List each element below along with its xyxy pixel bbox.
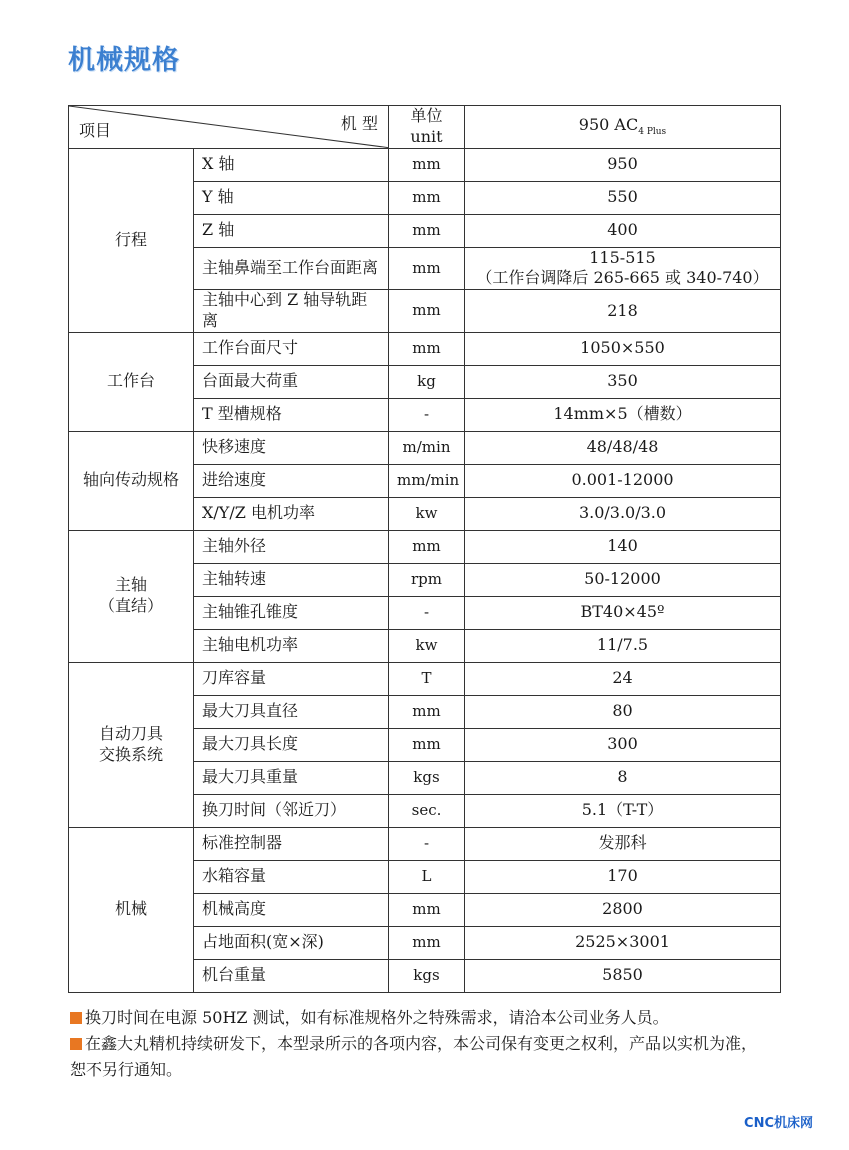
category-label: 主轴 xyxy=(114,575,147,595)
item-cell: Z 轴 xyxy=(194,214,389,247)
value-cell xyxy=(465,794,781,827)
page-title: 机械规格 xyxy=(68,45,180,76)
item-cell: 机台重量 xyxy=(194,959,389,992)
value-line: 350 xyxy=(607,371,638,391)
value-cell xyxy=(465,959,781,992)
item-cell: T 型槽规格 xyxy=(194,398,389,431)
unit-cell: T xyxy=(389,662,465,695)
item-cell: 最大刀具直径 xyxy=(194,695,389,728)
item-cell: 最大刀具重量 xyxy=(194,761,389,794)
item-cell: 快移速度 xyxy=(194,431,389,464)
item-cell: 水箱容量 xyxy=(194,860,389,893)
value-line: 14mm×5（槽数） xyxy=(553,404,692,424)
value-cell xyxy=(465,728,781,761)
unit-cell: m/min xyxy=(389,431,465,464)
unit-cell: - xyxy=(389,827,465,860)
unit-header-cn: 单位 xyxy=(410,106,443,125)
unit-cell: mm xyxy=(389,728,465,761)
footnotes xyxy=(70,1005,770,1083)
table-row xyxy=(69,332,781,365)
unit-cell: mm xyxy=(389,247,465,290)
unit-cell: L xyxy=(389,860,465,893)
unit-cell: mm xyxy=(389,214,465,247)
item-cell: 机械高度 xyxy=(194,893,389,926)
value-line: 300 xyxy=(607,734,638,754)
item-cell: 主轴中心到 Z 轴导轨距离 xyxy=(194,290,389,333)
value-cell xyxy=(465,214,781,247)
value-line: 80 xyxy=(612,701,633,721)
unit-cell: kg xyxy=(389,365,465,398)
unit-cell: sec. xyxy=(389,794,465,827)
value-cell xyxy=(465,662,781,695)
category-cell xyxy=(69,530,194,662)
value-cell xyxy=(465,860,781,893)
unit-cell: mm xyxy=(389,332,465,365)
diagonal-header-cell xyxy=(69,106,389,149)
model-label: 机 型 xyxy=(340,114,378,133)
category-cell xyxy=(69,431,194,530)
value-cell xyxy=(465,926,781,959)
value-cell xyxy=(465,695,781,728)
item-label: 项目 xyxy=(79,120,112,140)
item-cell: 换刀时间（邻近刀） xyxy=(194,794,389,827)
value-line: 140 xyxy=(607,536,638,556)
value-cell xyxy=(465,893,781,926)
orange-square-bullet-icon xyxy=(70,1012,82,1024)
table-row xyxy=(69,530,781,563)
category-label: 工作台 xyxy=(106,371,155,391)
value-line: 170 xyxy=(607,866,638,886)
value-line: 50-12000 xyxy=(584,569,661,589)
value-line: BT40×45º xyxy=(580,602,665,622)
item-cell: 主轴转速 xyxy=(194,563,389,596)
value-line: 5.1（T-T） xyxy=(581,800,664,820)
table-row xyxy=(69,827,781,860)
value-cell xyxy=(465,365,781,398)
footnote: 在鑫大丸精机持续研发下，本型录所示的各项内容，本公司保有变更之权利，产品以实机为准，恕不另行通知。 xyxy=(70,1034,758,1079)
value-cell xyxy=(465,497,781,530)
spec-table xyxy=(68,105,781,993)
value-line: 2800 xyxy=(602,899,643,919)
value-line: 3.0/3.0/3.0 xyxy=(578,503,667,523)
table-row xyxy=(69,662,781,695)
unit-cell: mm/min xyxy=(389,464,465,497)
category-label: 轴向传动规格 xyxy=(82,470,179,490)
category-label: 自动刀具 xyxy=(98,723,163,743)
table-header-row xyxy=(69,106,781,149)
footer-brand: CNC机床网 xyxy=(744,1116,813,1131)
value-line: （工作台调降后 265-665 或 340-740） xyxy=(476,268,769,288)
unit-cell: mm xyxy=(389,290,465,333)
model-subscript: 4 Plus xyxy=(638,127,667,138)
value-cell xyxy=(465,148,781,181)
item-cell: 主轴锥孔锥度 xyxy=(194,596,389,629)
item-cell: 进给速度 xyxy=(194,464,389,497)
value-line: 550 xyxy=(607,187,638,207)
category-label: （直结） xyxy=(98,596,163,616)
unit-cell: - xyxy=(389,596,465,629)
unit-cell: mm xyxy=(389,181,465,214)
value-cell xyxy=(465,827,781,860)
table-row xyxy=(69,148,781,181)
unit-header-en: unit xyxy=(410,126,443,146)
table-row xyxy=(69,431,781,464)
category-cell xyxy=(69,827,194,992)
orange-square-bullet-icon xyxy=(70,1038,82,1050)
value-line: 2525×3001 xyxy=(575,932,670,952)
value-line: 115-515 xyxy=(589,247,656,267)
item-cell: 最大刀具长度 xyxy=(194,728,389,761)
category-cell xyxy=(69,148,194,332)
value-line: 48/48/48 xyxy=(586,437,659,457)
item-cell: 占地面积(宽×深) xyxy=(194,926,389,959)
value-cell xyxy=(465,629,781,662)
value-line: 24 xyxy=(612,668,633,688)
unit-cell: kw xyxy=(389,497,465,530)
value-cell xyxy=(465,332,781,365)
footnote: 换刀时间在电源 50HZ 测试，如有标准规格外之特殊需求，请洽本公司业务人员。 xyxy=(70,1005,770,1031)
unit-cell: mm xyxy=(389,893,465,926)
value-cell xyxy=(465,247,781,290)
category-cell xyxy=(69,332,194,431)
model-name: 950 AC xyxy=(578,114,639,134)
unit-cell: kgs xyxy=(389,761,465,794)
item-cell: 工作台面尺寸 xyxy=(194,332,389,365)
value-cell xyxy=(465,530,781,563)
value-cell xyxy=(465,464,781,497)
value-cell xyxy=(465,431,781,464)
item-cell: 主轴外径 xyxy=(194,530,389,563)
unit-cell: mm xyxy=(389,148,465,181)
item-cell: 主轴电机功率 xyxy=(194,629,389,662)
unit-cell: kw xyxy=(389,629,465,662)
unit-cell: rpm xyxy=(389,563,465,596)
value-line: 11/7.5 xyxy=(596,635,649,655)
category-label: 机械 xyxy=(114,899,147,919)
item-cell: 主轴鼻端至工作台面距离 xyxy=(194,247,389,290)
category-label: 行程 xyxy=(114,229,147,249)
item-cell: X/Y/Z 电机功率 xyxy=(194,497,389,530)
value-line: 1050×550 xyxy=(580,338,665,358)
value-line: 218 xyxy=(607,300,638,320)
value-line: 5850 xyxy=(602,965,643,985)
value-line: 发那科 xyxy=(598,833,647,853)
value-cell xyxy=(465,761,781,794)
value-line: 400 xyxy=(607,220,638,240)
value-cell xyxy=(465,290,781,333)
unit-cell: mm xyxy=(389,695,465,728)
value-line: 8 xyxy=(617,767,628,787)
unit-cell: mm xyxy=(389,530,465,563)
item-cell: 标准控制器 xyxy=(194,827,389,860)
unit-cell: mm xyxy=(389,926,465,959)
model-header-cell xyxy=(465,106,781,149)
unit-header-cell xyxy=(389,106,465,149)
unit-cell: - xyxy=(389,398,465,431)
category-label: 交换系统 xyxy=(98,744,163,764)
item-cell: Y 轴 xyxy=(194,181,389,214)
value-cell xyxy=(465,181,781,214)
value-line: 0.001-12000 xyxy=(571,470,674,490)
value-cell xyxy=(465,563,781,596)
category-cell xyxy=(69,662,194,827)
item-cell: 台面最大荷重 xyxy=(194,365,389,398)
item-cell: 刀库容量 xyxy=(194,662,389,695)
value-cell xyxy=(465,596,781,629)
value-line: 950 xyxy=(607,154,638,174)
unit-cell: kgs xyxy=(389,959,465,992)
value-cell xyxy=(465,398,781,431)
item-cell: X 轴 xyxy=(194,148,389,181)
